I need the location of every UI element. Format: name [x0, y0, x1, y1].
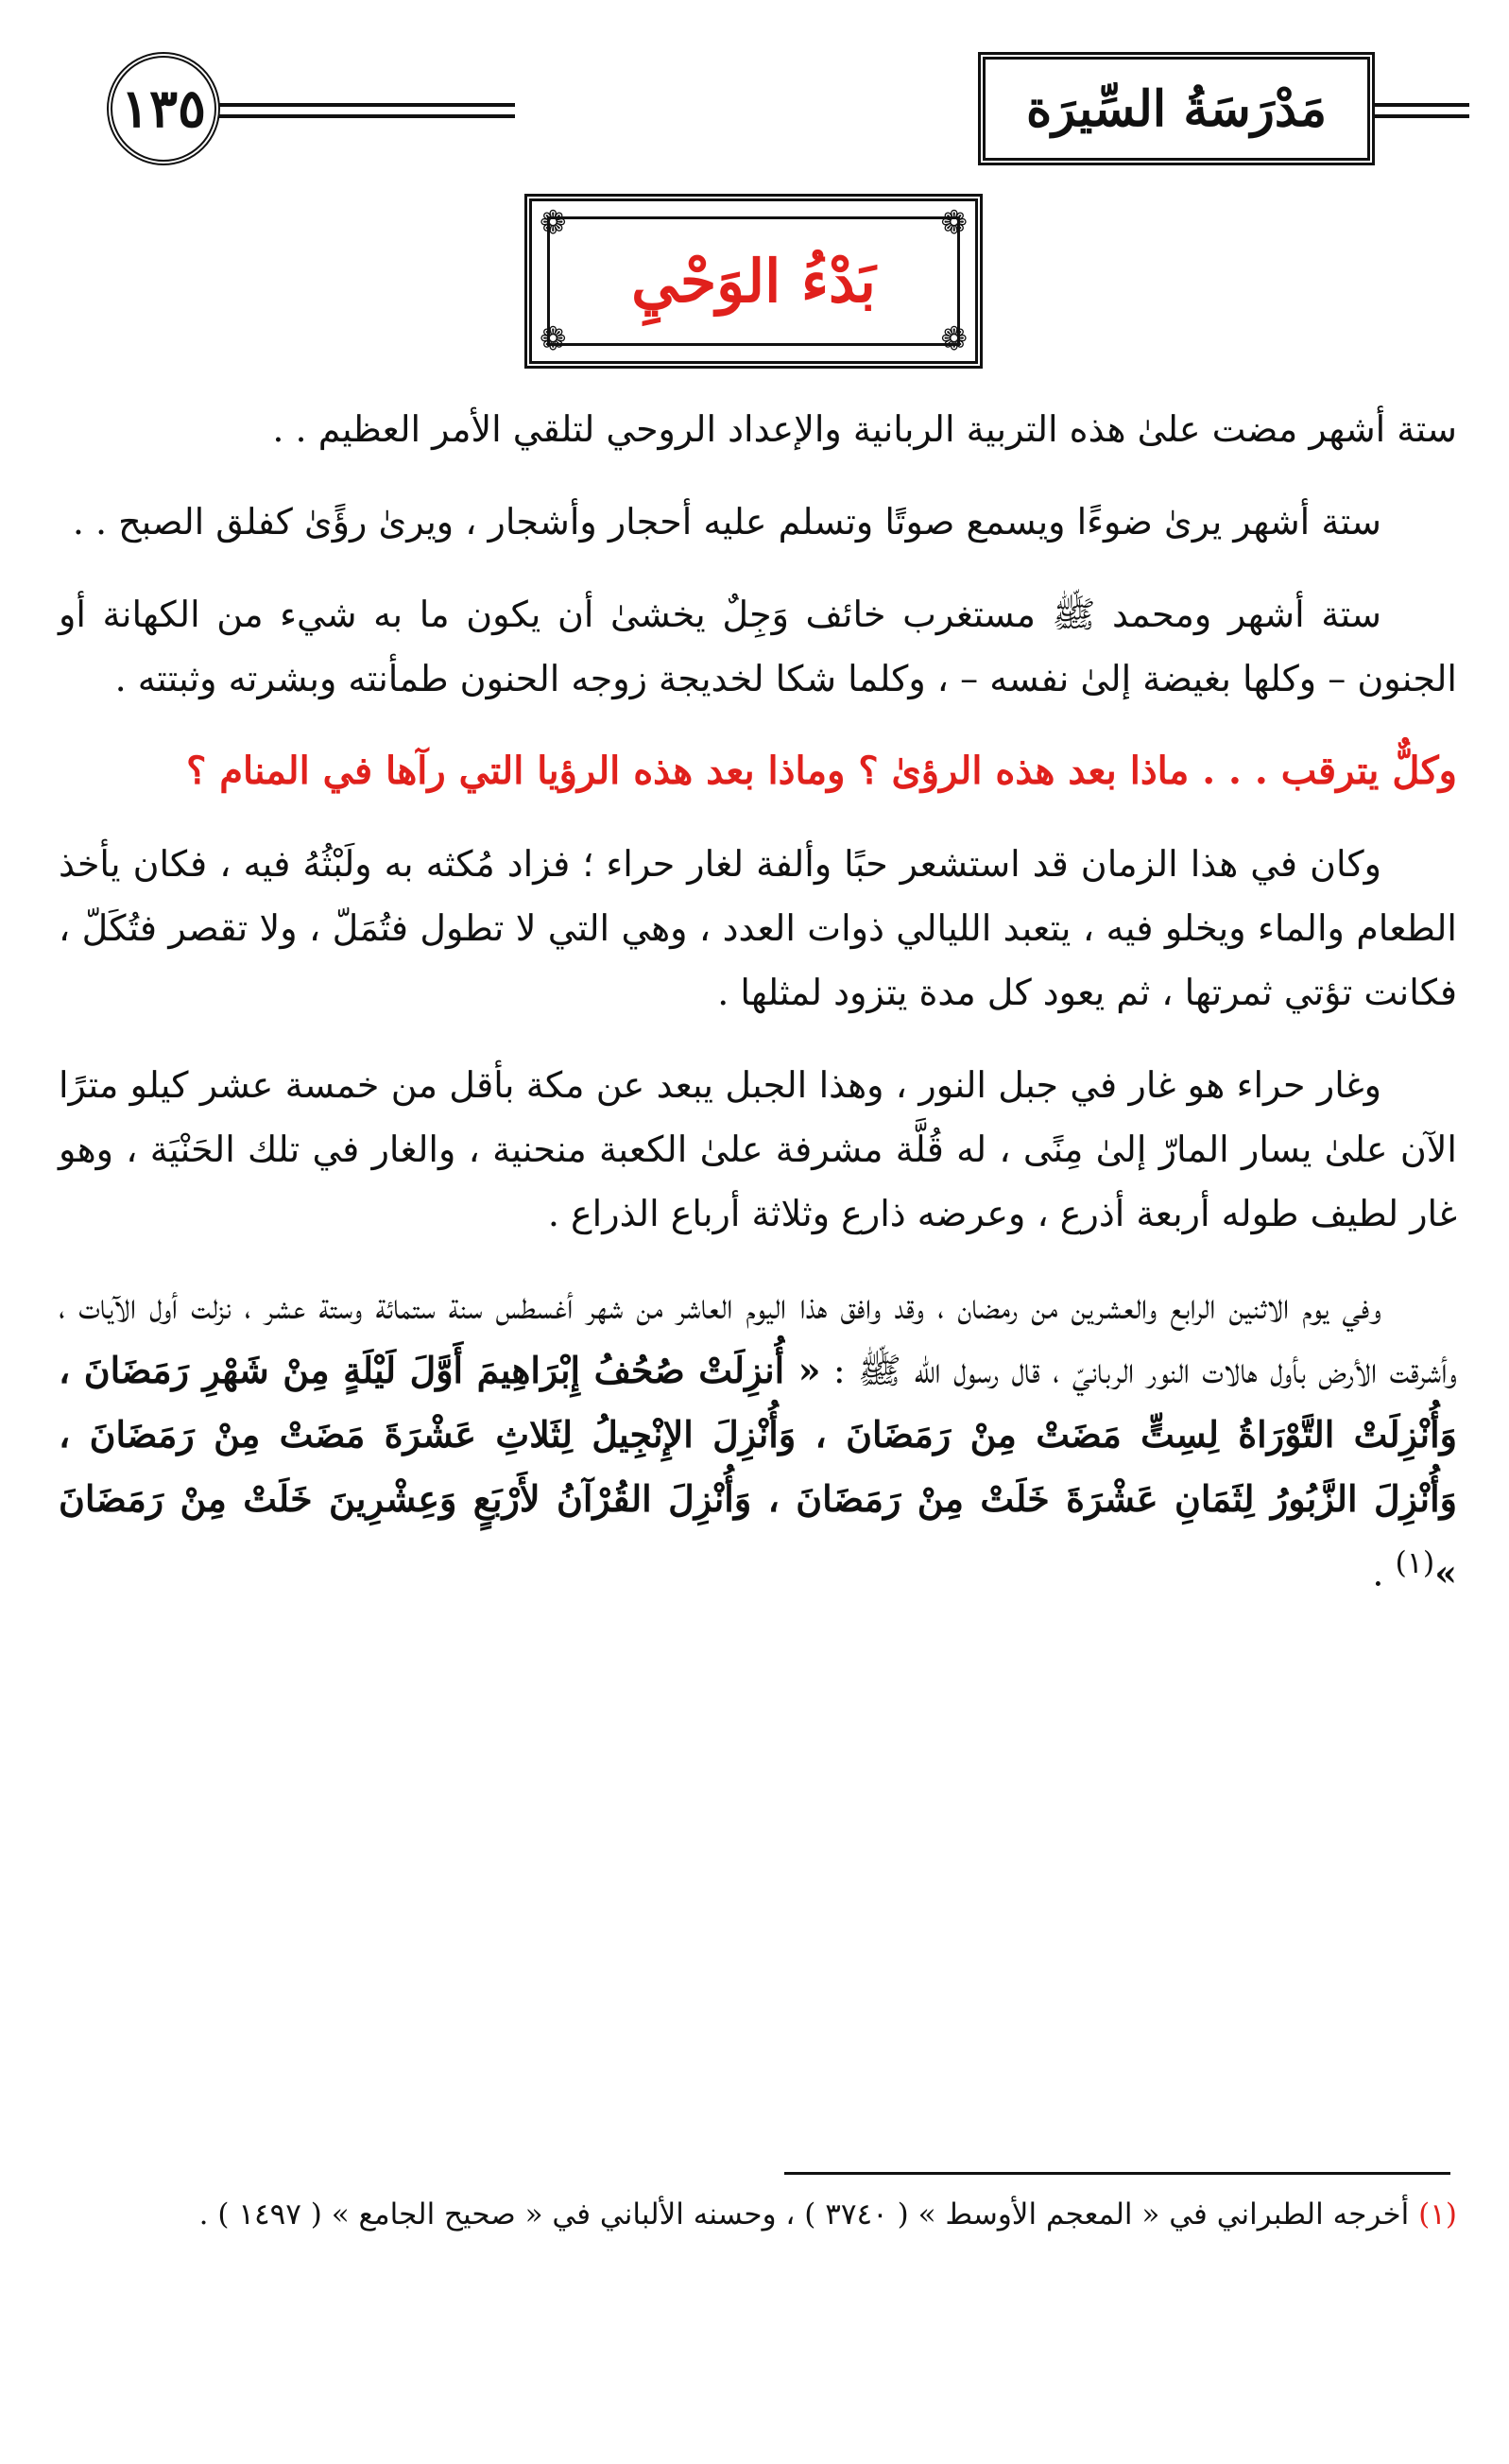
header-rule [1365, 103, 1469, 107]
ornament-icon: ❁ [940, 320, 968, 358]
header-rule [213, 103, 515, 107]
ornament-icon: ❁ [940, 204, 968, 242]
body-text [59, 397, 1457, 1634]
paragraph-text: وفي يوم الاثنين الرابع والعشرين من رمضان ، وقد وافق هذا اليوم العاشر من شهر أغسطس سنة ستمائة وستة عشر ، نزلت أول الآيات ، وأشرقت الأرض بأول هالات النور الربانيّ ، قال رسول الله ﷺ : [59, 1285, 1457, 1391]
footnote-reference[interactable]: (١) [1395, 1546, 1435, 1580]
ornament-icon: ❁ [540, 320, 567, 358]
paragraph [59, 1274, 1457, 1606]
page-number: ١٣٥ [107, 52, 220, 165]
footnote-marker: (١) [1418, 2197, 1457, 2231]
paragraph: وكان في هذا الزمان قد استشعر حبًا وألفة لغار حراء ؛ فزاد مُكثه به ولَبْثُهُ فيه ، فكان يأخذ الطعام والماء ويخلو فيه ، يتعبد الليالي ذوات العدد ، وهي التي لا تطول فتُمَلّ ، ولا تقصر فتُكَلّ ، فكانت تؤتي ثمرتها ، ثم يعود كل مدة يتزود لمثلها . [59, 843, 1457, 1013]
hadith-quote: « أُنزِلَتْ صُحُفُ إِبْرَاهِيمَ أَوَّلَ لَيْلَةٍ مِنْ شَهْرِ رَمَضَانَ ، وَأُنْزِلَتْ التَّوْرَاةُ لِسِتٍّ مَضَتْ مِنْ رَمَضَانَ ، وَأُنْزِلَ الإِنْجِيلُ لِثَلاثِ عَشْرَةَ مَضَتْ مِنْ رَمَضَانَ ، وَأُنْزِلَ الزَّبُورُ لِثَمَانِ عَشْرَةَ خَلَتْ مِنْ رَمَضَانَ ، وَأُنْزِلَ القُرْآنُ لأَرْبَعٍ وَعِشْرِينَ خَلَتْ مِنْ رَمَضَانَ » [59, 1349, 1457, 1594]
page-header [52, 52, 1460, 170]
book-title: مَدْرَسَةُ السِّيرَة [978, 52, 1375, 165]
footnote-text: أخرجه الطبراني في « المعجم الأوسط » ( ٣٧٤٠ ) ، وحسنه الألباني في « صحيح الجامع » ( ١٤٩٧ ) . [198, 2197, 1410, 2231]
paragraph: ستة أشهر مضت علىٰ هذه التربية الربانية والإعداد الروحي لتلقي الأمر العظيم . . [272, 408, 1457, 450]
paragraph: وغار حراء هو غار في جبل النور ، وهذا الجبل يبعد عن مكة بأقل من خمسة عشر كيلو مترًا الآن علىٰ يسار المارّ إلىٰ مِنًى ، له قُلَّة مشرفة علىٰ الكعبة منحنية ، والغار في تلك الحَنْيَة ، وهو غار لطيف طوله أربعة أذرع ، وعرضه ذارع وثلاثة أرباع الذراع . [59, 1064, 1457, 1234]
header-rule [1365, 114, 1469, 118]
paragraph-end: . [1372, 1552, 1396, 1594]
header-rule [213, 114, 515, 118]
chapter-title-frame [524, 194, 983, 369]
ornament-icon: ❁ [540, 204, 567, 242]
highlighted-question: وكلٌّ يترقب . . . ماذا بعد هذه الرؤىٰ ؟ وماذا بعد هذه الرؤيا التي رآها في المنام ؟ [186, 749, 1457, 793]
chapter-title: بَدْءُ الوَحْيِ [631, 247, 876, 316]
footnote [59, 2188, 1457, 2241]
paragraph: ستة أشهر ومحمد ﷺ مستغرب خائف وَجِلٌ يخشىٰ أن يكون ما به شيء من الكهانة أو الجنون – وكلها بغيضة إلىٰ نفسه – ، وكلما شكا لخديجة زوجه الحنون طمأنته وبشرته وثبتته . [59, 594, 1457, 699]
paragraph: ستة أشهر يرىٰ ضوءًا ويسمع صوتًا وتسلم عليه أحجار وأشجار ، ويرىٰ رؤًىٰ كفلق الصبح . . [72, 501, 1381, 543]
footnote-divider [784, 2172, 1450, 2175]
